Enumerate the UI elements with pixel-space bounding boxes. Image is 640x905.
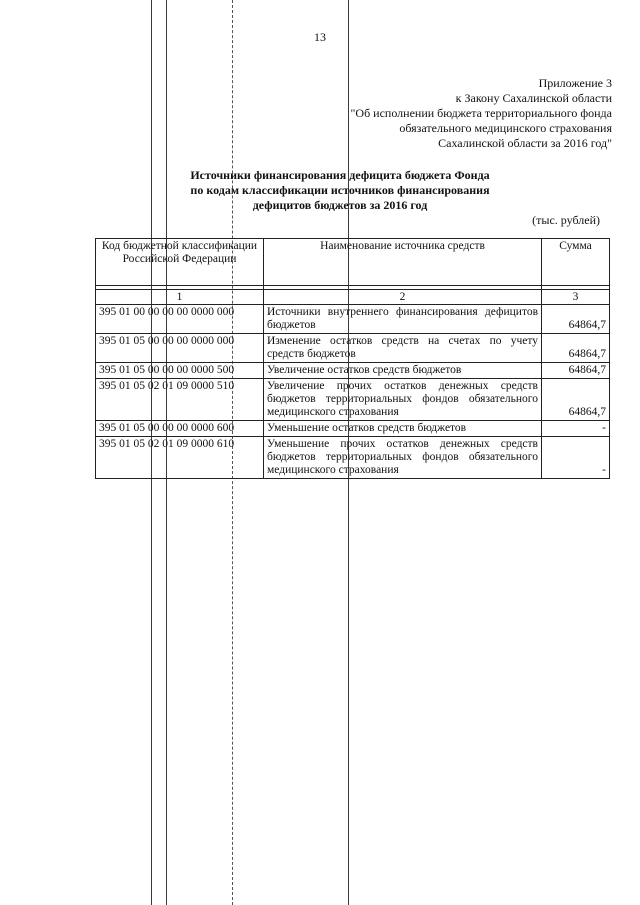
row-name: Увеличение остатков средств бюджетов	[264, 363, 542, 379]
row-code: 395 01 05 02 01 09 0000 610	[96, 437, 264, 479]
page-number: 13	[314, 30, 326, 44]
row-sum: -	[542, 421, 610, 437]
appendix-line: к Закону Сахалинской области	[455, 91, 612, 105]
row-name: Уменьшение остатков средств бюджетов	[264, 421, 542, 437]
appendix-line: обязательного медицинского страхования	[399, 121, 612, 135]
table-row	[96, 334, 610, 363]
row-sum: 64864,7	[542, 305, 610, 334]
table-row	[96, 363, 610, 379]
row-sum: -	[542, 437, 610, 479]
title-line: дефицитов бюджетов за 2016 год	[252, 198, 428, 212]
column-number: 2	[264, 290, 542, 305]
row-sum: 64864,7	[542, 379, 610, 421]
table-row	[96, 421, 610, 437]
financing-sources-table	[95, 238, 610, 479]
column-number: 1	[96, 290, 264, 305]
row-code: 395 01 00 00 00 00 0000 000	[96, 305, 264, 334]
row-code: 395 01 05 00 00 00 0000 500	[96, 363, 264, 379]
row-sum: 64864,7	[542, 334, 610, 363]
column-number: 3	[542, 290, 610, 305]
table-row	[96, 305, 610, 334]
row-name: Уменьшение прочих остатков денежных средств бюджетов территориальных фондов обязательного медицинского страхования	[264, 437, 542, 479]
header-code: Код бюджетной классификации Российской Федерации	[96, 239, 264, 286]
header-name: Наименование источника средств	[264, 239, 542, 286]
row-name: Источники внутреннего финансирования дефицитов бюджетов	[264, 305, 542, 334]
row-code: 395 01 05 02 01 09 0000 510	[96, 379, 264, 421]
row-name: Увеличение прочих остатков денежных средств бюджетов территориальных фондов обязательного медицинского страхования	[264, 379, 542, 421]
header-sum: Сумма	[542, 239, 610, 286]
row-code: 395 01 05 00 00 00 0000 000	[96, 334, 264, 363]
title-line: Источники финансирования дефицита бюджета Фонда	[190, 168, 490, 182]
appendix-line: "Об исполнении бюджета территориального фонда	[350, 106, 612, 120]
row-name: Изменение остатков средств на счетах по учету средств бюджетов	[264, 334, 542, 363]
row-sum: 64864,7	[542, 363, 610, 379]
appendix-line: Сахалинской области за 2016 год"	[438, 136, 612, 150]
appendix-line: Приложение 3	[538, 76, 612, 90]
units-label: (тыс. рублей)	[532, 213, 600, 227]
table-row	[96, 437, 610, 479]
document-title	[150, 168, 530, 213]
column-number-row	[96, 290, 610, 305]
row-code: 395 01 05 00 00 00 0000 600	[96, 421, 264, 437]
title-line: по кодам классификации источников финансирования	[190, 183, 490, 197]
appendix-heading	[351, 76, 613, 151]
table-row	[96, 379, 610, 421]
